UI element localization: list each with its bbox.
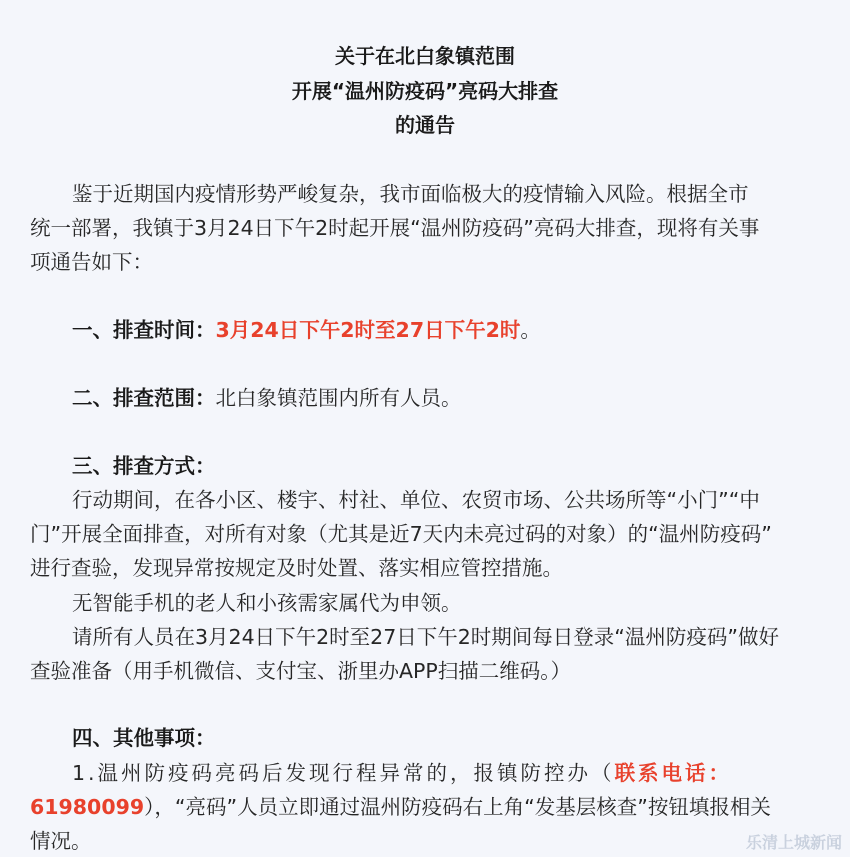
section-2-heading: 二、排查范围：	[72, 386, 216, 410]
section-1-tail: 。	[520, 318, 541, 342]
section-3-p1-line-2: 门”开展全面排查，对所有对象（尤其是近7天内未亮过码的对象）的“温州防疫码”	[30, 522, 772, 546]
section-3-p3-line-1: 请所有人员在3月24日下午2时至27日下午2时期间每日登录“温州防疫码”做好	[72, 625, 780, 649]
title-line-1: 关于在北白象镇范围	[335, 44, 515, 68]
section-3-p2: 无智能手机的老人和小孩需家属代为申领。	[72, 591, 462, 615]
item-1-rest: ），“亮码”人员立即通过温州防疫码右上角“发基层核查”按钮填报相关	[144, 795, 771, 819]
section-3-heading: 三、排查方式：	[72, 454, 216, 478]
intro-line-3: 项通告如下：	[30, 250, 153, 274]
title-line-2: 开展“温州防疫码”亮码大排查	[291, 79, 559, 103]
section-2-body: 北白象镇范围内所有人员。	[215, 386, 462, 410]
section-1-heading: 一、排查时间：	[72, 318, 216, 342]
section-3-p1-line-1: 行动期间，在各小区、楼宇、村社、单位、农贸市场、公共场所等“小门”“中	[72, 488, 760, 512]
section-2	[72, 381, 850, 411]
watermark: 乐清上城新闻	[745, 833, 842, 852]
section-4-item-1-line-3: 情况。	[30, 829, 92, 853]
section-3-p3-line-2: 查验准备（用手机微信、支付宝、浙里办APP扫描二维码。）	[30, 659, 571, 683]
section-4-item-1-line-2	[30, 790, 820, 820]
section-4-item-1-line-1	[72, 756, 850, 786]
section-4-heading: 四、其他事项：	[72, 726, 216, 750]
section-1-time: 3月24日下午2时至27日下午2时	[215, 318, 521, 342]
item-1-lead: 1.温州防疫码亮码后发现行程异常的，报镇防控办（	[72, 761, 615, 785]
title-line-3: 的通告	[395, 113, 455, 137]
intro-line-2: 统一部署，我镇于3月24日下午2时起开展“温州防疫码”亮码大排查，现将有关事	[30, 216, 760, 240]
intro-line-1: 鉴于近期国内疫情形势严峻复杂，我市面临极大的疫情输入风险。根据全市	[72, 182, 749, 206]
section-3-p1-line-3: 进行查验，发现异常按规定及时处置、落实相应管控措施。	[30, 556, 563, 580]
contact-label: 联系电话：	[614, 761, 733, 785]
contact-phone: 61980099	[30, 795, 145, 819]
section-1	[72, 313, 850, 343]
